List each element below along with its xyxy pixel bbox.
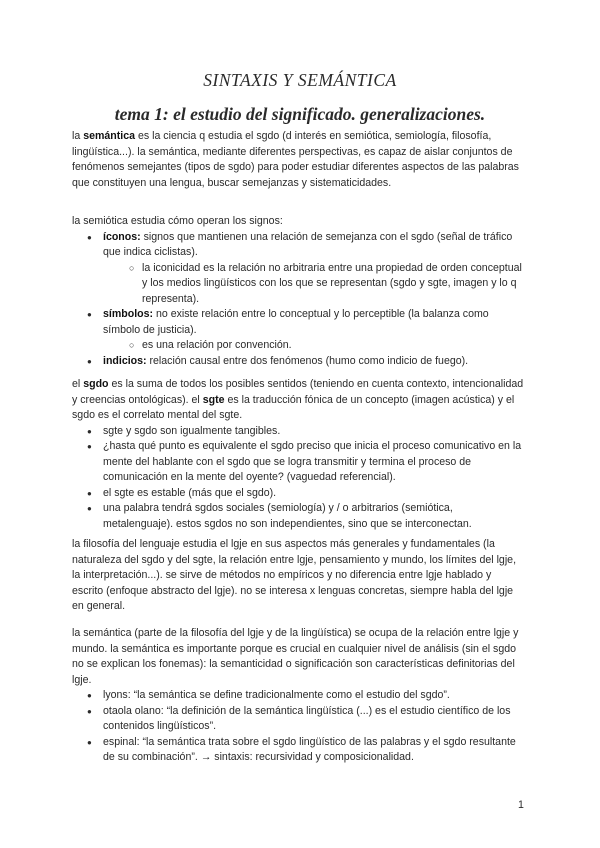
term-sgdo: sgdo: [83, 378, 109, 390]
paragraph-filosofia: [72, 537, 524, 615]
sub-list-item: ○ la iconicidad es la relación no arbitraria entre una propiedad de orden conceptual y los medios lingüísticos con los que se representan (sgdo y sgte, imagen y lo q representa).: [72, 261, 524, 308]
text-span: la: [72, 130, 84, 142]
text-span: es la suma de todos los posibles sentidos (teniendo en cuenta contexto, intencionalidad y creencias ontológicas). el: [72, 378, 524, 406]
list-item: ● ¿hasta qué punto es equivalente el sgdo preciso que inicia el proceso comunicativo en la mente del hablante con el sgdo que se logra transmitir y termina el proceso de comunicación en la mente del oyente? (vaguedad referencial).: [72, 439, 524, 486]
paragraph-semantica: [72, 129, 524, 191]
sgdo-list: [72, 424, 524, 533]
text-span: es la ciencia q estudia el sgdo (d interés en semiótica, semiología, filosofía, lingüística...). la semántica, mediante diferentes perspectivas, es capaz de aislar conjuntos de fenómenos semejantes (tipos de sgdo) para poder estudiar diferentes aspectos de las palabras que constituyen una lengua, buscar semejanzas y sistematicidades.: [72, 130, 519, 189]
text-span: el: [72, 378, 84, 390]
paragraph-text: la semántica (parte de la filosofía del lgje y de la lingüística) se ocupa de la relación entre lgje y mundo. la semántica es importante porque es crucial en cualquier nivel de análisis (sin el sgdo no se explican los fonemas): la semanticidad o significación son características definitorias del lgje.: [72, 627, 519, 686]
text-span: no existe relación entre lo conceptual y lo perceptible (la balanza como símbolo de justicia).: [103, 308, 489, 336]
term-simbolos: símbolos:: [103, 308, 154, 320]
term-semantica: semántica: [83, 130, 136, 142]
list-item: ● sgte y sgdo son igualmente tangibles.: [72, 424, 524, 440]
definitions-list: [72, 688, 524, 766]
term-iconos: íconos:: [103, 230, 141, 243]
document-subtitle: tema 1: el estudio del significado. generalizaciones.: [114, 104, 486, 124]
page-number: 1: [518, 799, 524, 811]
list-item: ● una palabra tendrá sgdos sociales (semiología) y / o arbitrarios (semiótica, metalenguaje). estos sgdos no son independientes, sino que se interconectan.: [72, 501, 524, 532]
text-span: es la traducción fónica de un concepto (imagen acústica) y el sgdo es el correlato mental del sgte.: [72, 393, 515, 421]
list-item: ● otaola olano: “la definición de la semántica lingüística (...) es el estudio científico de los contenidos lingüísticos”.: [72, 704, 524, 735]
section-definitions: [72, 626, 524, 766]
document-title: SINTAXIS Y SEMÁNTICA: [203, 70, 397, 90]
paragraph-text: la filosofía del lenguaje estudia el lgje en sus aspectos más generales y fundamentales (la naturaleza del sgdo y del sgte, la relación entre lgje, pensamiento y mundo, los límites del lgje, la interpretación...). se sirve de métodos no empíricos y no diferencia entre lgje hablado y escrito (enfoque abstracto del lgje). no se interesa x lenguas concretas, siempre habla del lgje en general.: [72, 538, 517, 612]
section-sgdo-sgte: [72, 377, 524, 532]
list-item: [72, 307, 524, 354]
sub-list-item: ○ es una relación por convención.: [72, 338, 524, 354]
text-span: relación causal entre dos fenómenos (humo como indicio de fuego).: [146, 354, 469, 367]
term-indicios: indicios:: [103, 354, 147, 367]
text-span: signos que mantienen una relación de semejanza con el sgdo (señal de tráfico que indica ciclistas).: [103, 230, 513, 258]
list-item: ● lyons: “la semántica se define tradicionalmente como el estudio del sgdo”.: [72, 688, 524, 704]
paragraph-intro: la semiótica estudia cómo operan los signos:: [72, 215, 283, 227]
list-item: [72, 354, 524, 370]
list-item: ● espinal: “la semántica trata sobre el sgdo lingüístico de las palabras y el sgdo resultante de su combinación”. → sintaxis: recursividad y composicionalidad.: [72, 735, 524, 766]
section-semiotica: [72, 214, 524, 369]
sign-types-list: [72, 230, 524, 370]
list-item: ● el sgte es estable (más que el sgdo).: [72, 486, 524, 502]
list-item: [72, 230, 524, 308]
term-sgte: sgte: [202, 393, 225, 406]
